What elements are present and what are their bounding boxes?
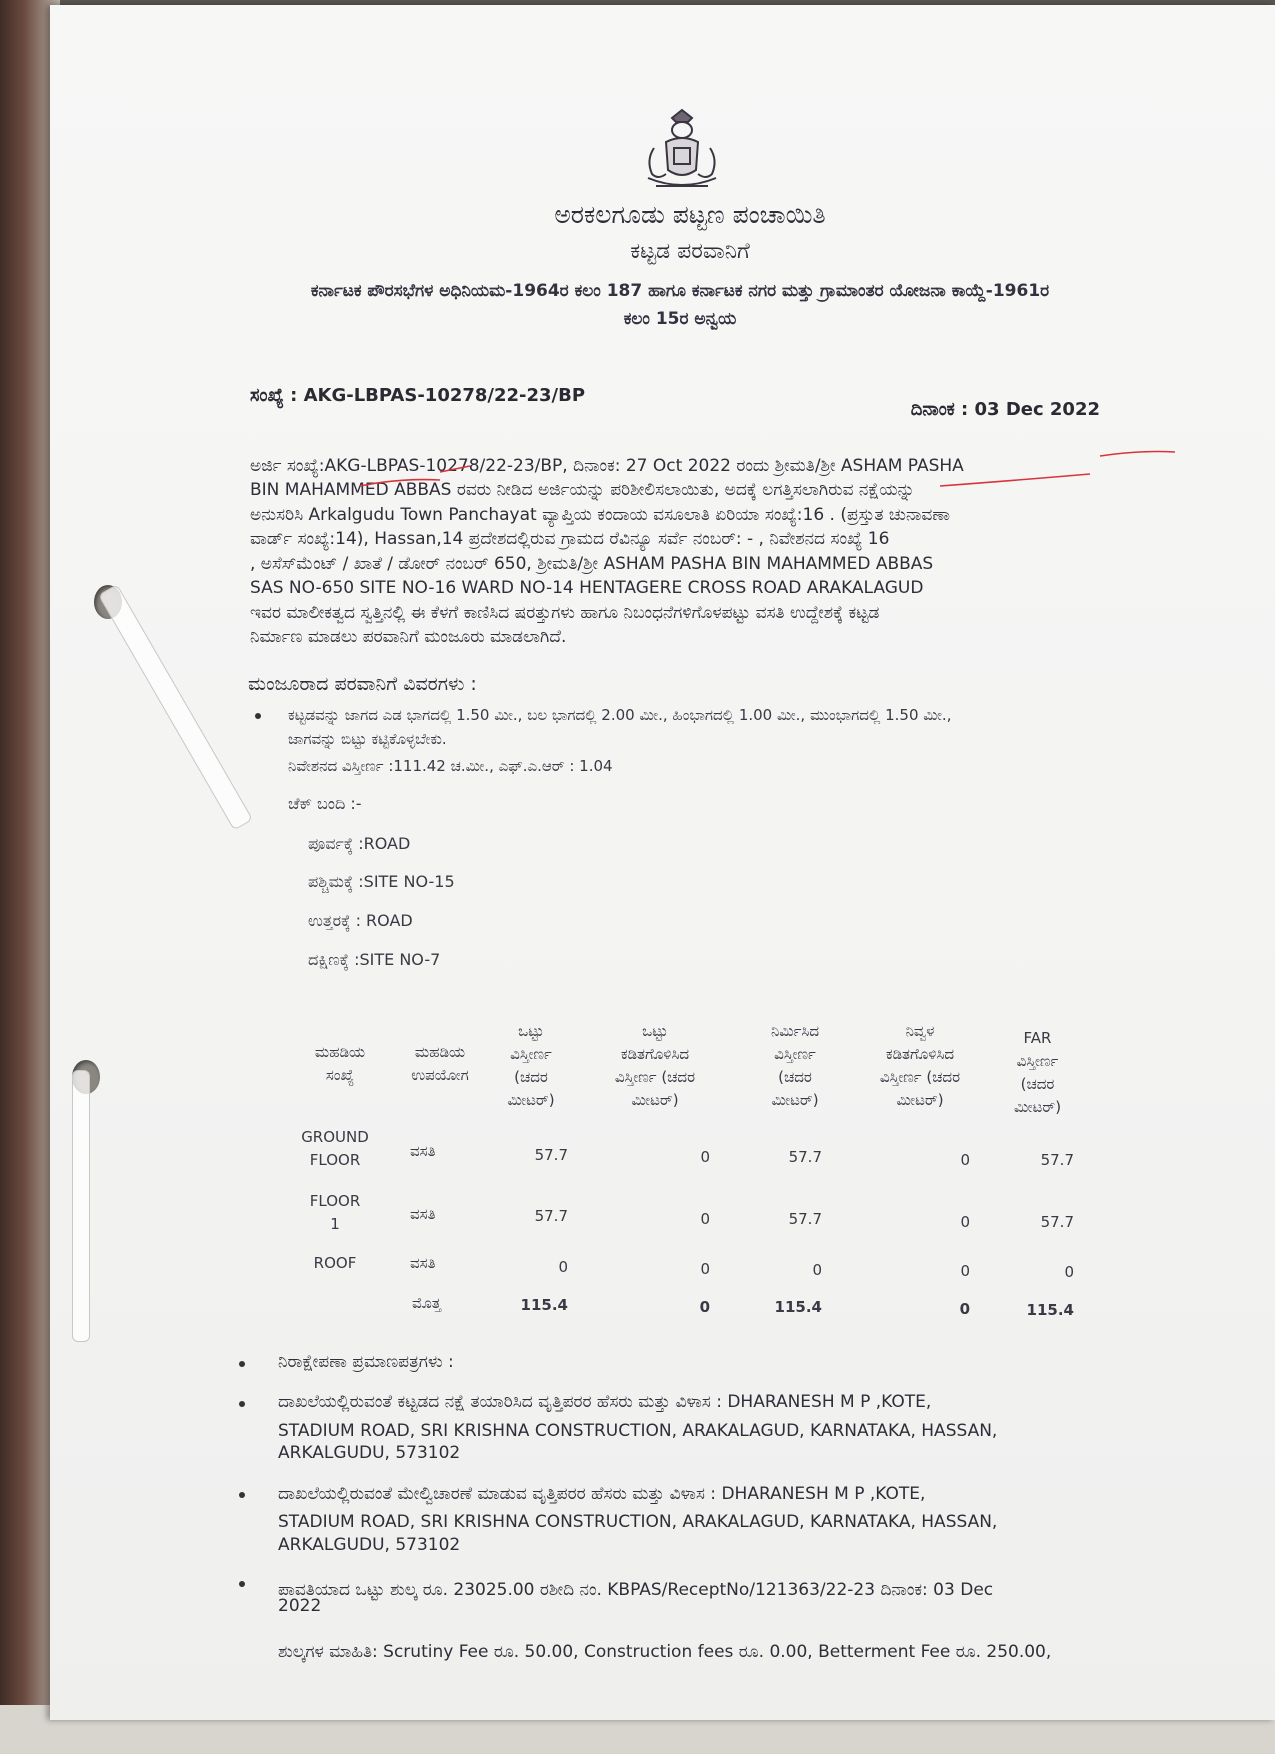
column-header: ಒಟ್ಟು ವಿಸ್ತೀರ್ಣ (ಚದರ ಮೀಟರ್) <box>507 1022 555 1109</box>
fee-paid: ಪಾವತಿಯಾದ ಒಟ್ಟು ಶುಲ್ಕ ರೂ. 23025.00 ರಶೀದಿ ನಂ. KBPAS/ReceptNo/121363/22-23 ದಿನಾಂಕ: 03 Dec <box>278 1580 994 1600</box>
noc-heading: ನಿರಾಕ್ಷೇಪಣಾ ಪ್ರಮಾಣಪತ್ರಗಳು : <box>278 1352 454 1372</box>
floor-use: ವಸತಿ <box>410 1254 436 1272</box>
column-header: ಮಹಡಿಯ ಸಂಖ್ಯೆ <box>314 1043 366 1084</box>
floor-number: FLOOR 1 <box>309 1192 361 1233</box>
net-deducted-area: 0 <box>960 1213 970 1231</box>
built-area: 57.7 <box>788 1210 822 1228</box>
list-bullet <box>239 1401 245 1407</box>
organization-name: ಅರಕಲಗೂಡು ಪಟ್ಟಣ ಪಂಚಾಯಿತಿ <box>554 200 826 229</box>
intro-line: SAS NO-650 SITE NO-16 WARD NO-14 HENTAGERE CROSS ROAD ARAKALAGUD <box>250 578 924 598</box>
architect-address: ARKALGUDU, 573102 <box>278 1443 461 1463</box>
intro-line: ವಾರ್ಡ್ ಸಂಖ್ಯೆ:14), Hassan,14 ಪ್ರದೇಶದಲ್ಲಿರುವ ಗ್ರಾಮದ ರೆವಿನ್ಯೂ ಸರ್ವೆ ನಂಬರ್: - , ನಿವೇಶನದ ಸಂಖ್ಯೆ 16 <box>250 529 890 549</box>
column-header: ಮಹಡಿಯ ಉಪಯೋಗ <box>411 1043 469 1084</box>
intro-line: ಅನುಸರಿಸಿ Arkalgudu Town Panchayat ವ್ಯಾಪ್ತಿಯ ಕಂದಾಯ ವಸೂಲಾತಿ ಏರಿಯಾ ಸಂಖ್ಯೆ:16 . (ಪ್ರಸ್ತುತ ಚುನಾವಣಾ <box>250 505 951 525</box>
intro-line: , ಅಸೆಸ್‌ಮೆಂಟ್ / ಖಾತೆ / ಡೋರ್ ನಂಬರ್ 650, ಶ್ರೀಮತಿ/ಶ್ರೀ ASHAM PASHA BIN MAHAMMED ABBAS <box>250 554 934 574</box>
boundaries-heading: ಚೆಕ್ ಬಂದಿ :- <box>288 794 362 813</box>
boundary-west: ಪಶ್ಚಿಮಕ್ಕೆ :SITE NO-15 <box>308 872 455 891</box>
intro-line: BIN MAHAMMED ABBAS ರವರು ನೀಡಿದ ಅರ್ಜಿಯನ್ನು ಪರಿಶೀಲಿಸಲಾಯಿತು, ಅದಕ್ಕೆ ಲಗತ್ತಿಸಲಾಗಿರುವ ನಕ್ಷೆಯನ್ನು <box>250 480 915 500</box>
fee-paid: 2022 <box>278 1596 322 1616</box>
total-area: 57.7 <box>534 1146 568 1164</box>
fee-breakdown: ಶುಲ್ಕಗಳ ಮಾಹಿತಿ: Scrutiny Fee ರೂ. 50.00, Construction fees ರೂ. 0.00, Betterment Fee ರೂ. 250.00, <box>278 1642 1052 1662</box>
far-area: 57.7 <box>1040 1213 1074 1231</box>
far-area: 0 <box>1064 1263 1074 1281</box>
file-tag-strip <box>72 1070 90 1342</box>
deducted-area: 0 <box>700 1210 710 1228</box>
issue-date: ದಿನಾಂಕ : 03 Dec 2022 <box>910 399 1100 420</box>
column-header: FAR ವಿಸ್ತೀರ್ಣ (ಚದರ ಮೀಟರ್) <box>1013 1029 1062 1116</box>
total-area: 57.7 <box>534 1207 568 1225</box>
architect-address: STADIUM ROAD, SRI KRISHNA CONSTRUCTION, ARAKALAGUD, KARNATAKA, HASSAN, <box>278 1421 998 1441</box>
floor-use: ವಸತಿ <box>410 1142 436 1160</box>
column-header: ನಿರ್ಮಿಸಿದ ವಿಸ್ತೀರ್ಣ (ಚದರ ಮೀಟರ್) <box>770 1022 820 1109</box>
net-deducted-area: 0 <box>960 1262 970 1280</box>
deducted-area: 0 <box>699 1298 710 1316</box>
site-area: ನಿವೇಶನದ ವಿಸ್ತೀರ್ಣ :111.42 ಚ.ಮೀ., ಎಫ್.ಎ.ಆರ್ : 1.04 <box>288 757 613 775</box>
far-area: 57.7 <box>1040 1151 1074 1169</box>
setback-condition: ಕಟ್ಟಡವನ್ನು ಜಾಗದ ಎಡ ಭಾಗದಲ್ಲಿ 1.50 ಮೀ., ಬಲ ಭಾಗದಲ್ಲಿ 2.00 ಮೀ., ಹಿಂಭಾಗದಲ್ಲಿ 1.00 ಮೀ., ಮುಂಭಾಗದಲ್ಲಿ 1.50 ಮೀ., <box>288 706 952 724</box>
column-header: ಒಟ್ಟು ಕಡಿತಗೊಳಿಸಿದ ವಿಸ್ತೀರ್ಣ (ಚದರ ಮೀಟರ್) <box>614 1022 696 1109</box>
supervisor-address: ದಾಖಲೆಯಲ್ಲಿರುವಂತೆ ಮೇಲ್ವಿಚಾರಣೆ ಮಾಡುವ ವೃತ್ತಿಪರರ ಹೆಸರು ಮತ್ತು ವಿಳಾಸ : DHARANESH M P ,KOTE, <box>278 1484 926 1504</box>
list-bullet <box>255 713 261 719</box>
act-reference-line: ಕಲಂ 15ರ ಅನ್ವಯ <box>623 309 737 329</box>
list-bullet <box>239 1581 245 1587</box>
document-title: ಕಟ್ಟಡ ಪರವಾನಿಗೆ <box>630 239 750 264</box>
built-area: 0 <box>812 1261 822 1279</box>
column-header: ನಿವ್ವಳ ಕಡಿತಗೊಳಿಸಿದ ವಿಸ್ತೀರ್ಣ (ಚದರ ಮೀಟರ್) <box>879 1022 961 1109</box>
permit-details-heading: ಮಂಜೂರಾದ ಪರವಾನಿಗೆ ವಿವರಗಳು : <box>248 673 477 695</box>
list-bullet <box>239 1361 245 1367</box>
state-emblem-icon <box>636 108 728 198</box>
net-deducted-area: 0 <box>960 1151 970 1169</box>
built-area: 57.7 <box>788 1148 822 1166</box>
list-bullet <box>239 1492 245 1498</box>
far-area: 115.4 <box>1026 1301 1074 1319</box>
boundary-south: ದಕ್ಷಿಣಕ್ಕೆ :SITE NO-7 <box>308 950 441 969</box>
reference-number: ಸಂಖ್ಯೆ : AKG-LBPAS-10278/22-23/BP <box>250 385 586 406</box>
deducted-area: 0 <box>700 1148 710 1166</box>
floor-number: ROOF <box>313 1254 357 1272</box>
total-label: ಮೊತ್ತ <box>412 1294 442 1312</box>
intro-line: ನಿರ್ಮಾಣ ಮಾಡಲು ಪರವಾನಿಗೆ ಮಂಜೂರು ಮಾಡಲಾಗಿದೆ. <box>250 627 567 647</box>
boundary-east: ಪೂರ್ವಕ್ಕೆ :ROAD <box>308 834 411 853</box>
floor-number: GROUND FLOOR <box>301 1128 369 1169</box>
intro-line: ಅರ್ಜಿ ಸಂಖ್ಯೆ:AKG-LBPAS-10278/22-23/BP, ದಿನಾಂಕ: 27 Oct 2022 ರಂದು ಶ್ರೀಮತಿ/ಶ್ರೀ ASHAM PASHA <box>250 456 964 476</box>
file-tag-strip <box>98 584 253 831</box>
intro-line: ಇವರ ಮಾಲೀಕತ್ವದ ಸ್ವತ್ತಿನಲ್ಲಿ ಈ ಕೆಳಗೆ ಕಾಣಿಸಿದ ಷರತ್ತುಗಳು ಹಾಗೂ ನಿಬಂಧನೆಗಳಿಗೊಳಪಟ್ಟು ವಸತಿ ಉದ್ದೇಶಕ್ಕೆ ಕಟ್ಟಡ <box>250 603 880 623</box>
supervisor-address: STADIUM ROAD, SRI KRISHNA CONSTRUCTION, ARAKALAGUD, KARNATAKA, HASSAN, <box>278 1512 998 1532</box>
act-reference-line: ಕರ್ನಾಟಕ ಪೌರಸಭೆಗಳ ಅಧಿನಿಯಮ-1964ರ ಕಲಂ 187 ಹಾಗೂ ಕರ್ನಾಟಕ ನಗರ ಮತ್ತು ಗ್ರಾಮಾಂತರ ಯೋಜನಾ ಕಾಯ್ದೆ-1961ರ <box>310 281 1050 301</box>
setback-condition: ಜಾಗವನ್ನು ಬಿಟ್ಟು ಕಟ್ಟಿಕೊಳ್ಳಬೇಕು. <box>288 730 447 748</box>
boundary-north: ಉತ್ತರಕ್ಕೆ : ROAD <box>308 911 413 930</box>
architect-address: ದಾಖಲೆಯಲ್ಲಿರುವಂತೆ ಕಟ್ಟಡದ ನಕ್ಷೆ ತಯಾರಿಸಿದ ವೃತ್ತಿಪರರ ಹೆಸರು ಮತ್ತು ವಿಳಾಸ : DHARANESH M P ,KOTE, <box>278 1392 932 1412</box>
total-area: 115.4 <box>520 1296 568 1314</box>
built-area: 115.4 <box>774 1298 822 1316</box>
supervisor-address: ARKALGUDU, 573102 <box>278 1535 461 1555</box>
total-area: 0 <box>558 1258 568 1276</box>
floor-use: ವಸತಿ <box>410 1205 436 1223</box>
net-deducted-area: 0 <box>959 1300 970 1318</box>
deducted-area: 0 <box>700 1260 710 1278</box>
